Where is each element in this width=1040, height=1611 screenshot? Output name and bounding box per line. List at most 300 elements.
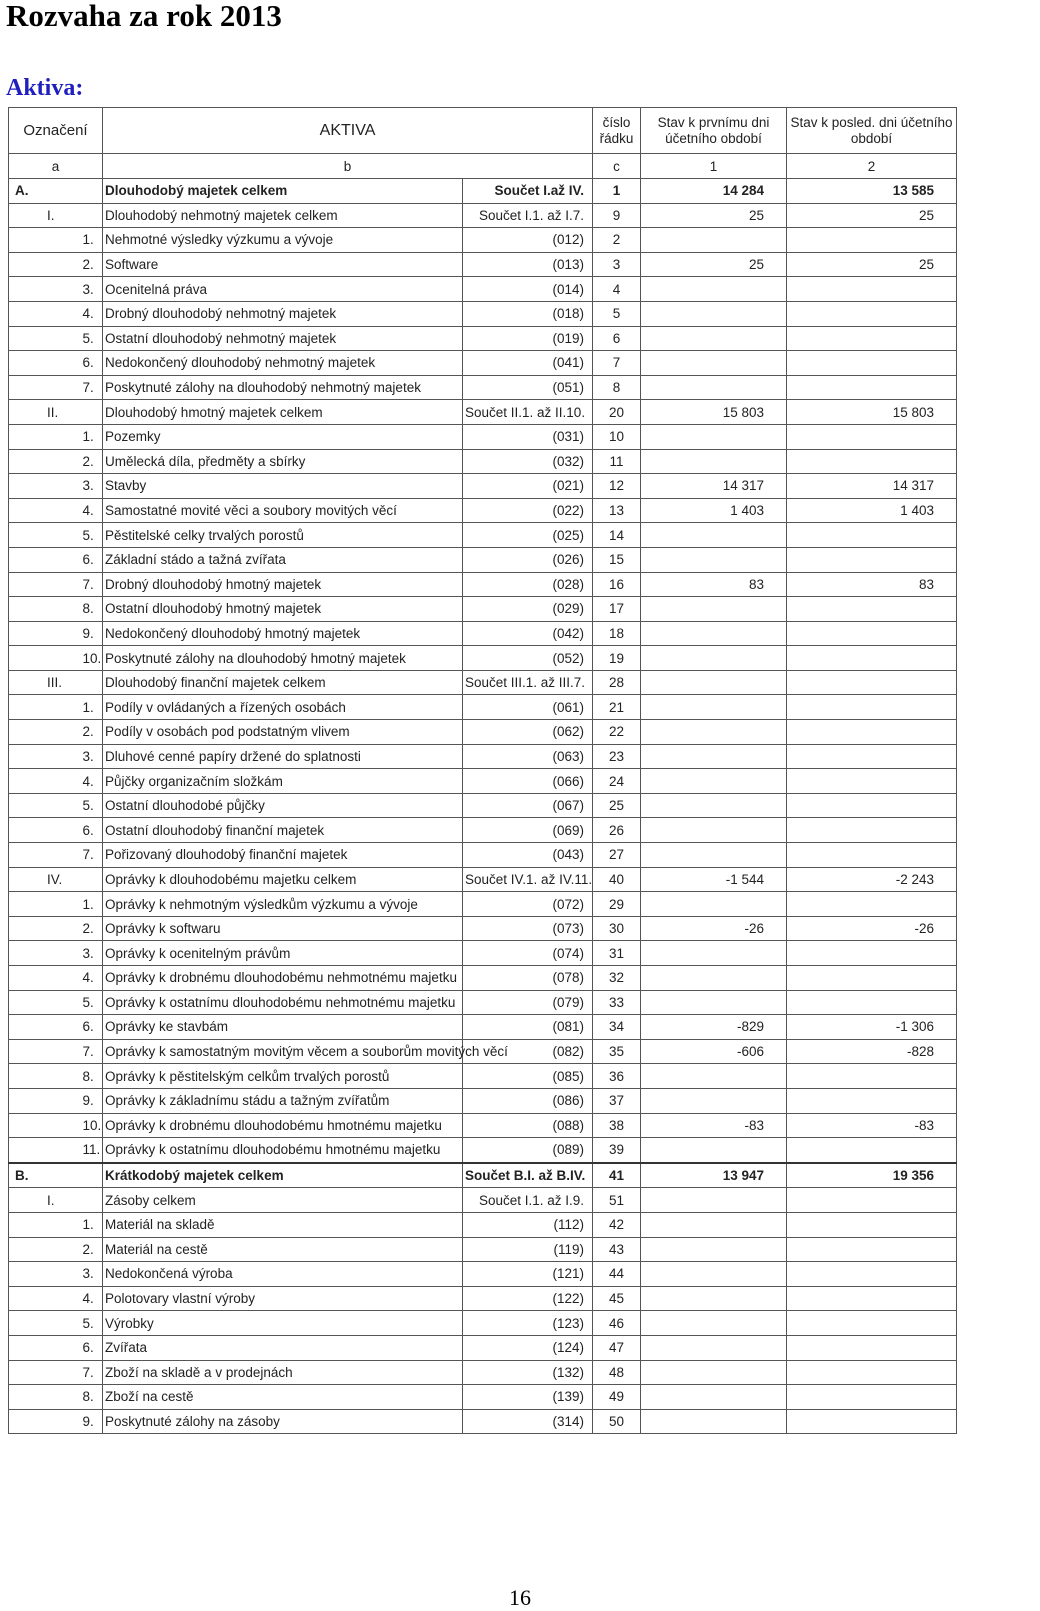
row-value-last: -83 xyxy=(787,1113,957,1138)
row-value-last xyxy=(787,1385,957,1410)
row-number: 3. xyxy=(81,277,103,302)
row-value-first: -1 544 xyxy=(641,867,787,892)
row-code: Součet II.1. až II.10. xyxy=(463,400,593,425)
row-code: (041) xyxy=(463,351,593,376)
row-name: Umělecká díla, předměty a sbírky xyxy=(103,449,463,474)
row-code: (088) xyxy=(463,1113,593,1138)
row-name: Oprávky k ocenitelným právům xyxy=(103,941,463,966)
row-line: 29 xyxy=(593,892,641,917)
row-code: (078) xyxy=(463,966,593,991)
row-value-first xyxy=(641,375,787,400)
row-value-first: 83 xyxy=(641,572,787,597)
table-row xyxy=(9,769,957,794)
row-number xyxy=(81,867,103,892)
row-value-first: -829 xyxy=(641,1015,787,1040)
row-code: (089) xyxy=(463,1138,593,1163)
row-number xyxy=(81,670,103,695)
row-name: Oprávky k ostatnímu dlouhodobému nehmotnému majetku xyxy=(103,990,463,1015)
row-code: (026) xyxy=(463,547,593,572)
row-mark xyxy=(9,818,81,843)
row-number: 2. xyxy=(81,916,103,941)
row-name: Ostatní dlouhodobý hmotný majetek xyxy=(103,597,463,622)
row-code: (121) xyxy=(463,1262,593,1287)
row-mark xyxy=(9,301,81,326)
row-mark xyxy=(9,351,81,376)
row-value-first xyxy=(641,744,787,769)
row-mark xyxy=(9,941,81,966)
row-value-last xyxy=(787,621,957,646)
row-mark xyxy=(9,695,81,720)
table-row xyxy=(9,203,957,228)
row-code: (123) xyxy=(463,1311,593,1336)
table-row xyxy=(9,818,957,843)
row-number: 5. xyxy=(81,326,103,351)
row-number: 9. xyxy=(81,621,103,646)
row-code: (122) xyxy=(463,1286,593,1311)
row-name: Poskytnuté zálohy na dlouhodobý nehmotný majetek xyxy=(103,375,463,400)
row-code: (029) xyxy=(463,597,593,622)
row-value-first xyxy=(641,843,787,868)
row-value-last xyxy=(787,695,957,720)
row-line: 41 xyxy=(593,1163,641,1188)
row-value-first xyxy=(641,1311,787,1336)
row-mark xyxy=(9,449,81,474)
row-name: Software xyxy=(103,252,463,277)
table-row xyxy=(9,1385,957,1410)
row-value-first: 14 317 xyxy=(641,474,787,499)
row-number: 4. xyxy=(81,301,103,326)
row-value-last xyxy=(787,843,957,868)
row-value-first xyxy=(641,695,787,720)
row-value-last: -2 243 xyxy=(787,867,957,892)
row-name: Nedokončená výroba xyxy=(103,1262,463,1287)
row-mark xyxy=(9,916,81,941)
row-value-last xyxy=(787,720,957,745)
row-line: 37 xyxy=(593,1088,641,1113)
row-name: Zboží na cestě xyxy=(103,1385,463,1410)
row-value-last xyxy=(787,424,957,449)
row-value-last xyxy=(787,375,957,400)
row-number xyxy=(81,203,103,228)
row-value-first xyxy=(641,1188,787,1213)
row-line: 19 xyxy=(593,646,641,671)
row-value-last: 14 317 xyxy=(787,474,957,499)
row-line: 20 xyxy=(593,400,641,425)
row-number: 7. xyxy=(81,1360,103,1385)
row-value-first xyxy=(641,1138,787,1163)
row-name: Poskytnuté zálohy na zásoby xyxy=(103,1409,463,1434)
row-mark: I. xyxy=(9,1188,81,1213)
row-line: 12 xyxy=(593,474,641,499)
row-code: Součet III.1. až III.7. xyxy=(463,670,593,695)
row-code: (061) xyxy=(463,695,593,720)
row-number: 2. xyxy=(81,1237,103,1262)
row-value-last xyxy=(787,326,957,351)
row-number xyxy=(81,179,103,204)
row-mark: I. xyxy=(9,203,81,228)
row-value-last xyxy=(787,670,957,695)
row-value-first xyxy=(641,941,787,966)
row-mark xyxy=(9,1015,81,1040)
row-code: (079) xyxy=(463,990,593,1015)
row-code: (074) xyxy=(463,941,593,966)
row-code: (042) xyxy=(463,621,593,646)
row-name: Pořizovaný dlouhodobý finanční majetek xyxy=(103,843,463,868)
row-name: Půjčky organizačním složkám xyxy=(103,769,463,794)
row-number: 3. xyxy=(81,744,103,769)
row-line: 23 xyxy=(593,744,641,769)
subheader-a: a xyxy=(9,154,103,179)
row-name: Ostatní dlouhodobý nehmotný majetek xyxy=(103,326,463,351)
row-line: 43 xyxy=(593,1237,641,1262)
subheader-c: c xyxy=(593,154,641,179)
row-value-first xyxy=(641,1212,787,1237)
page-number: 16 xyxy=(509,1585,531,1610)
table-row xyxy=(9,744,957,769)
row-code: (139) xyxy=(463,1385,593,1410)
row-code: (085) xyxy=(463,1064,593,1089)
row-value-last: 83 xyxy=(787,572,957,597)
table-row xyxy=(9,670,957,695)
row-mark xyxy=(9,375,81,400)
row-mark xyxy=(9,523,81,548)
table-row xyxy=(9,375,957,400)
row-name: Dlouhodobý hmotný majetek celkem xyxy=(103,400,463,425)
row-line: 5 xyxy=(593,301,641,326)
row-name: Pěstitelské celky trvalých porostů xyxy=(103,523,463,548)
row-code: Součet I.až IV. xyxy=(463,179,593,204)
table-row xyxy=(9,1237,957,1262)
header-name: AKTIVA xyxy=(103,108,593,154)
row-value-last: -26 xyxy=(787,916,957,941)
row-name: Drobný dlouhodobý hmotný majetek xyxy=(103,572,463,597)
row-number: 10. xyxy=(81,646,103,671)
header-line: číslo řádku xyxy=(593,108,641,154)
row-code: (025) xyxy=(463,523,593,548)
row-mark: IV. xyxy=(9,867,81,892)
row-number xyxy=(81,1188,103,1213)
row-value-last xyxy=(787,1409,957,1434)
balance-sheet xyxy=(8,107,956,1434)
row-number: 4. xyxy=(81,966,103,991)
row-code: (052) xyxy=(463,646,593,671)
row-code: (021) xyxy=(463,474,593,499)
row-code: (028) xyxy=(463,572,593,597)
table-subheader-row xyxy=(9,154,957,179)
table-row xyxy=(9,597,957,622)
row-number: 4. xyxy=(81,769,103,794)
row-mark xyxy=(9,720,81,745)
subheader-1: 1 xyxy=(641,154,787,179)
table-header-row xyxy=(9,108,957,154)
row-mark xyxy=(9,1286,81,1311)
row-line: 31 xyxy=(593,941,641,966)
row-name: Základní stádo a tažná zvířata xyxy=(103,547,463,572)
row-number: 5. xyxy=(81,1311,103,1336)
table-row xyxy=(9,867,957,892)
row-number xyxy=(81,1163,103,1188)
row-number: 6. xyxy=(81,351,103,376)
row-line: 4 xyxy=(593,277,641,302)
row-line: 21 xyxy=(593,695,641,720)
row-mark xyxy=(9,1262,81,1287)
row-mark xyxy=(9,1113,81,1138)
row-line: 8 xyxy=(593,375,641,400)
row-value-first xyxy=(641,1088,787,1113)
row-number: 6. xyxy=(81,818,103,843)
table-row xyxy=(9,1064,957,1089)
row-mark xyxy=(9,892,81,917)
row-name: Oprávky k drobnému dlouhodobému hmotnému majetku xyxy=(103,1113,463,1138)
row-line: 39 xyxy=(593,1138,641,1163)
row-code: Součet I.1. až I.9. xyxy=(463,1188,593,1213)
row-value-first xyxy=(641,1064,787,1089)
row-line: 28 xyxy=(593,670,641,695)
row-value-last xyxy=(787,1212,957,1237)
subheader-b: b xyxy=(103,154,593,179)
row-line: 34 xyxy=(593,1015,641,1040)
row-line: 17 xyxy=(593,597,641,622)
row-line: 2 xyxy=(593,228,641,253)
section-subtitle: Aktiva: xyxy=(6,75,84,101)
row-value-first xyxy=(641,1385,787,1410)
row-name: Oprávky k softwaru xyxy=(103,916,463,941)
row-value-last xyxy=(787,1286,957,1311)
row-value-first xyxy=(641,646,787,671)
row-code: (067) xyxy=(463,793,593,818)
row-code: (031) xyxy=(463,424,593,449)
row-value-last xyxy=(787,744,957,769)
row-value-last xyxy=(787,1262,957,1287)
row-mark xyxy=(9,474,81,499)
row-value-first xyxy=(641,547,787,572)
table-row xyxy=(9,326,957,351)
assets-table xyxy=(8,107,957,1434)
row-line: 16 xyxy=(593,572,641,597)
row-code: (012) xyxy=(463,228,593,253)
row-name: Materiál na cestě xyxy=(103,1237,463,1262)
row-mark xyxy=(9,1088,81,1113)
table-row xyxy=(9,646,957,671)
row-code: (019) xyxy=(463,326,593,351)
row-code: (132) xyxy=(463,1360,593,1385)
table-row xyxy=(9,1262,957,1287)
table-row xyxy=(9,941,957,966)
row-value-first xyxy=(641,720,787,745)
row-code: (314) xyxy=(463,1409,593,1434)
row-mark xyxy=(9,572,81,597)
row-value-first xyxy=(641,793,787,818)
row-number: 1. xyxy=(81,1212,103,1237)
row-value-last xyxy=(787,277,957,302)
row-code: (069) xyxy=(463,818,593,843)
row-code: (081) xyxy=(463,1015,593,1040)
row-number: 6. xyxy=(81,547,103,572)
row-mark xyxy=(9,252,81,277)
row-mark xyxy=(9,1409,81,1434)
row-name: Ostatní dlouhodobé půjčky xyxy=(103,793,463,818)
row-code: (063) xyxy=(463,744,593,769)
row-number: 7. xyxy=(81,375,103,400)
row-value-last xyxy=(787,547,957,572)
row-value-first: 25 xyxy=(641,203,787,228)
row-line: 27 xyxy=(593,843,641,868)
row-code: (022) xyxy=(463,498,593,523)
row-line: 14 xyxy=(593,523,641,548)
row-code: (043) xyxy=(463,843,593,868)
row-code: (018) xyxy=(463,301,593,326)
row-code: Součet B.I. až B.IV. xyxy=(463,1163,593,1188)
row-value-last: -828 xyxy=(787,1039,957,1064)
row-name: Oprávky k dlouhodobému majetku celkem xyxy=(103,867,463,892)
row-value-first xyxy=(641,1360,787,1385)
row-value-first: 1 403 xyxy=(641,498,787,523)
table-row xyxy=(9,351,957,376)
row-mark xyxy=(9,498,81,523)
row-mark xyxy=(9,1138,81,1163)
row-value-last xyxy=(787,597,957,622)
row-mark: II. xyxy=(9,400,81,425)
row-mark xyxy=(9,1360,81,1385)
row-name: Ocenitelná práva xyxy=(103,277,463,302)
row-value-first xyxy=(641,892,787,917)
row-code: (014) xyxy=(463,277,593,302)
row-value-first xyxy=(641,449,787,474)
row-code: (082) xyxy=(463,1039,593,1064)
row-mark xyxy=(9,1064,81,1089)
row-value-first xyxy=(641,818,787,843)
row-code: (013) xyxy=(463,252,593,277)
row-mark xyxy=(9,1237,81,1262)
row-name: Výrobky xyxy=(103,1311,463,1336)
row-mark xyxy=(9,769,81,794)
row-line: 49 xyxy=(593,1385,641,1410)
row-name: Podíly v osobách pod podstatným vlivem xyxy=(103,720,463,745)
row-value-last xyxy=(787,1088,957,1113)
row-mark xyxy=(9,1385,81,1410)
subheader-2: 2 xyxy=(787,154,957,179)
table-row xyxy=(9,1113,957,1138)
row-number: 7. xyxy=(81,843,103,868)
row-mark xyxy=(9,597,81,622)
table-row xyxy=(9,1409,957,1434)
row-line: 46 xyxy=(593,1311,641,1336)
row-number xyxy=(81,400,103,425)
table-row xyxy=(9,1138,957,1163)
row-value-last xyxy=(787,941,957,966)
row-number: 6. xyxy=(81,1015,103,1040)
row-value-first xyxy=(641,301,787,326)
table-row xyxy=(9,720,957,745)
row-line: 35 xyxy=(593,1039,641,1064)
row-line: 11 xyxy=(593,449,641,474)
row-value-first xyxy=(641,424,787,449)
row-value-last: 19 356 xyxy=(787,1163,957,1188)
row-name: Stavby xyxy=(103,474,463,499)
row-value-first: -606 xyxy=(641,1039,787,1064)
row-code: (062) xyxy=(463,720,593,745)
table-row xyxy=(9,1163,957,1188)
row-value-first xyxy=(641,228,787,253)
row-number: 2. xyxy=(81,449,103,474)
row-value-last xyxy=(787,301,957,326)
table-body xyxy=(9,179,957,1434)
table-row xyxy=(9,966,957,991)
row-number: 2. xyxy=(81,252,103,277)
row-name: Dluhové cenné papíry držené do splatnosti xyxy=(103,744,463,769)
table-row xyxy=(9,1286,957,1311)
row-name: Poskytnuté zálohy na dlouhodobý hmotný majetek xyxy=(103,646,463,671)
row-number: 9. xyxy=(81,1409,103,1434)
row-number: 1. xyxy=(81,695,103,720)
row-code: (119) xyxy=(463,1237,593,1262)
row-value-last: -1 306 xyxy=(787,1015,957,1040)
row-mark: B. xyxy=(9,1163,81,1188)
row-mark xyxy=(9,621,81,646)
row-number: 10. xyxy=(81,1113,103,1138)
row-line: 51 xyxy=(593,1188,641,1213)
row-line: 26 xyxy=(593,818,641,843)
page-title: Rozvaha za rok 2013 xyxy=(6,0,282,33)
row-line: 44 xyxy=(593,1262,641,1287)
row-name: Polotovary vlastní výroby xyxy=(103,1286,463,1311)
row-number: 11. xyxy=(81,1138,103,1163)
row-value-last xyxy=(787,769,957,794)
row-code: (086) xyxy=(463,1088,593,1113)
table-row xyxy=(9,843,957,868)
row-name: Oprávky k drobnému dlouhodobému nehmotnému majetku xyxy=(103,966,463,991)
row-number: 8. xyxy=(81,1385,103,1410)
row-number: 1. xyxy=(81,892,103,917)
table-row xyxy=(9,572,957,597)
row-name: Krátkodobý majetek celkem xyxy=(103,1163,463,1188)
row-mark xyxy=(9,744,81,769)
row-value-last xyxy=(787,990,957,1015)
row-value-last: 1 403 xyxy=(787,498,957,523)
row-value-last xyxy=(787,1335,957,1360)
row-mark xyxy=(9,646,81,671)
row-value-first xyxy=(641,1335,787,1360)
table-row xyxy=(9,523,957,548)
row-value-first: 13 947 xyxy=(641,1163,787,1188)
row-value-last xyxy=(787,1188,957,1213)
row-name: Dlouhodobý majetek celkem xyxy=(103,179,463,204)
table-row xyxy=(9,277,957,302)
row-value-last: 25 xyxy=(787,203,957,228)
table-row xyxy=(9,252,957,277)
row-code: (066) xyxy=(463,769,593,794)
row-number: 5. xyxy=(81,523,103,548)
row-value-first: 25 xyxy=(641,252,787,277)
row-line: 42 xyxy=(593,1212,641,1237)
row-name: Oprávky k pěstitelským celkům trvalých porostů xyxy=(103,1064,463,1089)
row-value-first xyxy=(641,1237,787,1262)
row-mark xyxy=(9,1039,81,1064)
row-line: 22 xyxy=(593,720,641,745)
row-line: 15 xyxy=(593,547,641,572)
row-mark xyxy=(9,228,81,253)
row-value-last xyxy=(787,351,957,376)
row-mark: A. xyxy=(9,179,81,204)
row-value-last xyxy=(787,1360,957,1385)
row-line: 45 xyxy=(593,1286,641,1311)
row-mark xyxy=(9,424,81,449)
row-name: Ostatní dlouhodobý finanční majetek xyxy=(103,818,463,843)
row-line: 3 xyxy=(593,252,641,277)
table-row xyxy=(9,400,957,425)
row-value-first xyxy=(641,1286,787,1311)
row-number: 8. xyxy=(81,1064,103,1089)
